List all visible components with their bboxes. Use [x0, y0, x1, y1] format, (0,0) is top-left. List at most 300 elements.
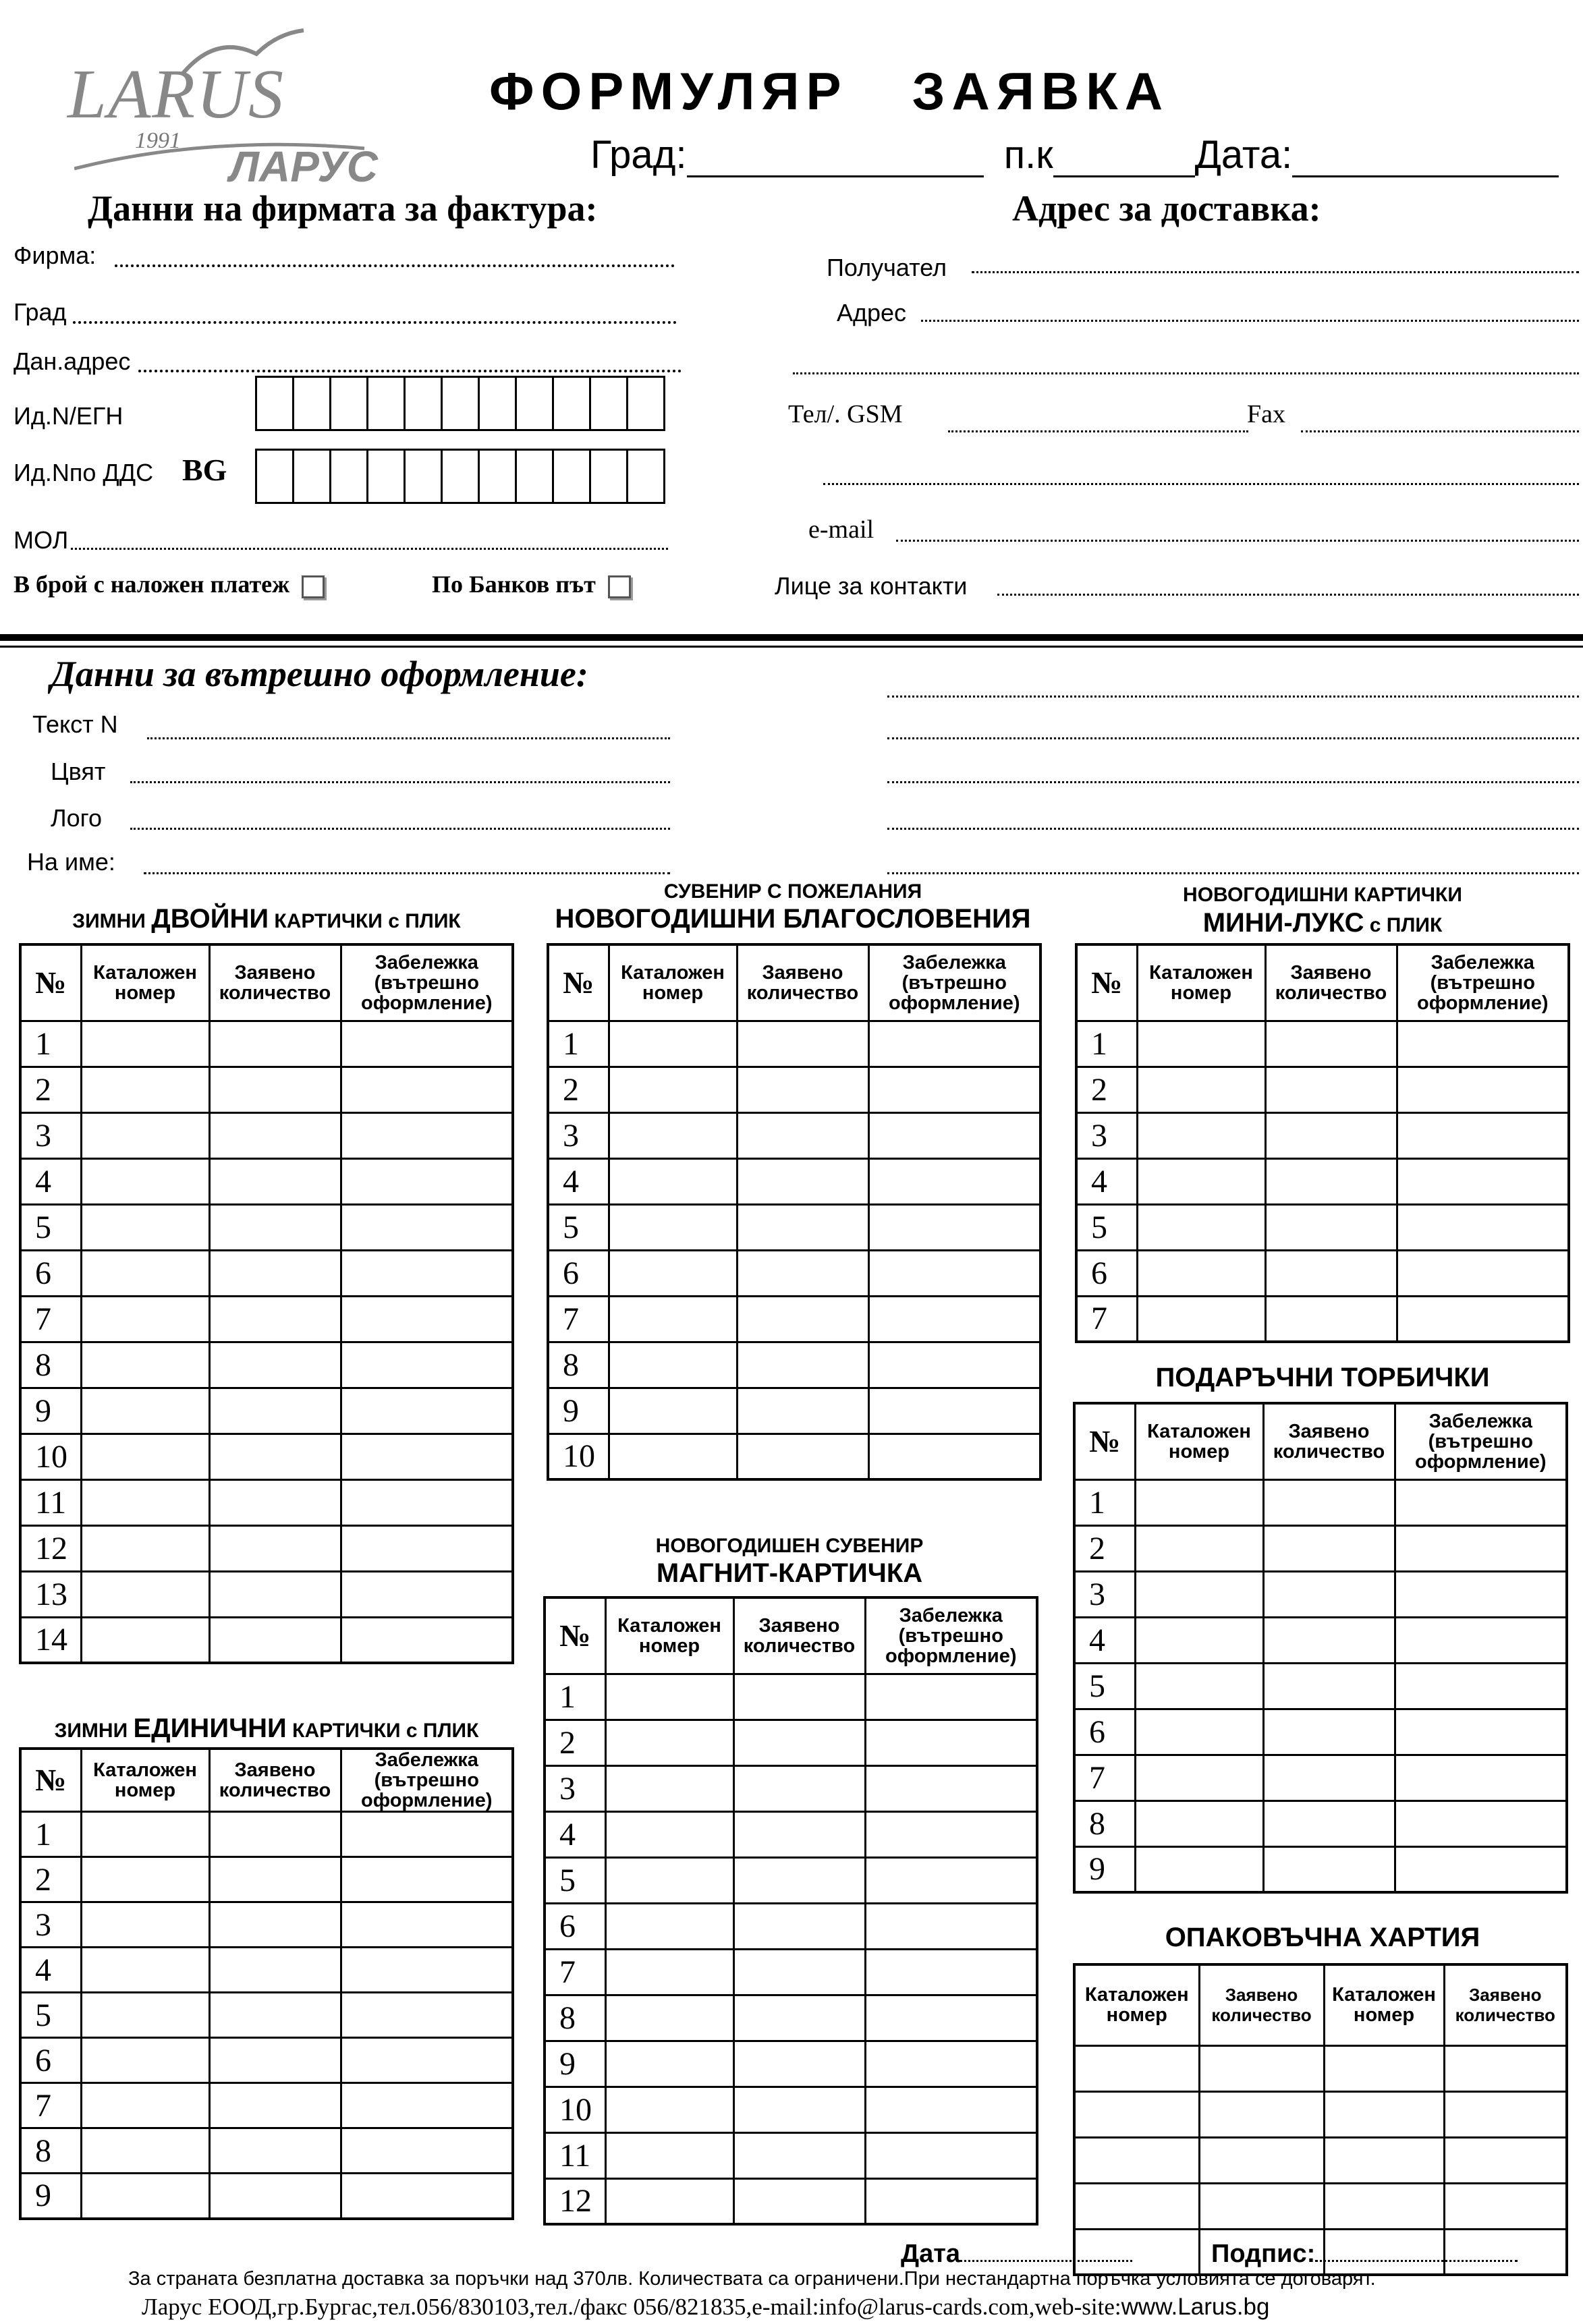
qty-cell[interactable]: [733, 1949, 865, 1995]
note-cell[interactable]: [341, 1021, 513, 1067]
note-cell[interactable]: [865, 2041, 1037, 2087]
bank-option[interactable]: [432, 570, 631, 598]
catalog-cell[interactable]: [1135, 1617, 1263, 1663]
row-number: 12: [20, 1525, 81, 1571]
qty-cell[interactable]: [737, 1250, 868, 1296]
table-row: [20, 1902, 513, 1948]
footer-date-field[interactable]: [960, 2241, 1132, 2262]
qty-cell[interactable]: [209, 1434, 341, 1479]
catalog-cell[interactable]: [609, 1112, 737, 1158]
catalog-cell[interactable]: [1135, 1525, 1263, 1571]
contact-field[interactable]: [997, 594, 1579, 596]
table-row: [1074, 1755, 1567, 1801]
col-catalog: Каталожен номер: [1137, 944, 1265, 1021]
fax-label: Fax: [1247, 400, 1285, 428]
catalog-cell[interactable]: [81, 1434, 209, 1479]
catalog-cell[interactable]: [1324, 2137, 1444, 2183]
qty-cell[interactable]: [1263, 1525, 1395, 1571]
qty-cell[interactable]: [737, 1021, 868, 1067]
catalog-cell[interactable]: [81, 1204, 209, 1250]
footer-website-link[interactable]: www.Larus.bg: [1121, 2294, 1270, 2320]
name-field[interactable]: [144, 872, 670, 874]
note-cell[interactable]: [1395, 1479, 1567, 1525]
catalog-cell[interactable]: [605, 1811, 733, 1857]
note-cell[interactable]: [868, 1021, 1040, 1067]
qty-cell[interactable]: [1263, 1755, 1395, 1801]
qty-cell[interactable]: [209, 1067, 341, 1112]
note-cell[interactable]: [341, 1571, 513, 1617]
catalog-cell[interactable]: [605, 1765, 733, 1811]
catalog-cell[interactable]: [81, 1857, 209, 1902]
internal-notes-1[interactable]: [887, 696, 1579, 698]
table-row: [1074, 2137, 1567, 2183]
note-cell[interactable]: [341, 1388, 513, 1434]
qty-cell[interactable]: [733, 2178, 865, 2224]
qty-cell[interactable]: [737, 1342, 868, 1388]
note-cell[interactable]: [868, 1434, 1040, 1479]
qty-cell[interactable]: [209, 1021, 341, 1067]
catalog-cell[interactable]: [605, 1949, 733, 1995]
catalog-cell[interactable]: [81, 1479, 209, 1525]
color-field[interactable]: [130, 781, 670, 783]
note-cell[interactable]: [865, 2087, 1037, 2132]
firm-label: Фирма:: [13, 242, 96, 269]
col-note: Забележка (вътрешно оформление): [341, 944, 513, 1021]
qty-cell[interactable]: [737, 1434, 868, 1479]
text-field[interactable]: [147, 737, 670, 739]
delivery-address-field[interactable]: [921, 320, 1579, 322]
note-cell[interactable]: [1395, 1709, 1567, 1755]
col-note: Забележка (вътрешно оформление): [865, 1597, 1037, 1674]
catalog-cell[interactable]: [81, 1525, 209, 1571]
qty-cell[interactable]: [209, 1812, 341, 1857]
catalog-cell[interactable]: [1074, 2091, 1199, 2137]
qty-cell[interactable]: [1199, 2183, 1324, 2229]
note-cell[interactable]: [865, 1949, 1037, 1995]
note-cell[interactable]: [341, 1479, 513, 1525]
double-cards-title-post: КАРТИЧКИ с ПЛИК: [269, 910, 461, 932]
catalog-cell[interactable]: [1137, 1296, 1265, 1342]
qty-cell[interactable]: [209, 1571, 341, 1617]
recipient-field[interactable]: [972, 271, 1579, 273]
qty-cell[interactable]: [733, 1720, 865, 1765]
catalog-cell[interactable]: [605, 1857, 733, 1903]
note-cell[interactable]: [341, 1158, 513, 1204]
form-title: ФОРМУЛЯР ЗАЯВКА: [489, 61, 1170, 121]
catalog-cell[interactable]: [81, 1296, 209, 1342]
note-cell[interactable]: [341, 1902, 513, 1948]
qty-cell[interactable]: [209, 1479, 341, 1525]
catalog-cell[interactable]: [605, 1674, 733, 1720]
note-cell[interactable]: [1397, 1021, 1569, 1067]
note-cell[interactable]: [865, 1765, 1037, 1811]
tax-address-field[interactable]: [138, 370, 682, 372]
note-cell[interactable]: [1397, 1250, 1569, 1296]
note-cell[interactable]: [865, 1674, 1037, 1720]
qty-cell[interactable]: [737, 1388, 868, 1434]
catalog-cell[interactable]: [81, 1812, 209, 1857]
catalog-cell[interactable]: [81, 2083, 209, 2128]
note-cell[interactable]: [1395, 1663, 1567, 1709]
single-cards-title-big: ЕДИНИЧНИ: [133, 1713, 287, 1743]
qty-cell[interactable]: [1263, 1479, 1395, 1525]
qty-cell[interactable]: [733, 1811, 865, 1857]
catalog-cell[interactable]: [605, 2178, 733, 2224]
note-cell[interactable]: [865, 2132, 1037, 2178]
catalog-cell[interactable]: [605, 1720, 733, 1765]
row-number: 6: [20, 1250, 81, 1296]
qty-cell[interactable]: [1263, 1663, 1395, 1709]
catalog-cell[interactable]: [609, 1296, 737, 1342]
table-row: [1076, 1158, 1569, 1204]
qty-cell[interactable]: [1265, 1250, 1397, 1296]
note-cell[interactable]: [868, 1388, 1040, 1434]
note-cell[interactable]: [1397, 1112, 1569, 1158]
qty-cell[interactable]: [1263, 1571, 1395, 1617]
qty-cell[interactable]: [1265, 1021, 1397, 1067]
catalog-cell[interactable]: [605, 2132, 733, 2178]
catalog-cell[interactable]: [81, 2038, 209, 2083]
mol-field[interactable]: [71, 548, 668, 550]
catalog-cell[interactable]: [81, 1250, 209, 1296]
catalog-cell[interactable]: [1324, 2183, 1444, 2229]
catalog-cell[interactable]: [81, 1112, 209, 1158]
company-city-field[interactable]: [73, 321, 677, 324]
note-cell[interactable]: [865, 1903, 1037, 1949]
note-cell[interactable]: [341, 1857, 513, 1902]
catalog-cell[interactable]: [609, 1067, 737, 1112]
catalog-cell[interactable]: [609, 1434, 737, 1479]
catalog-cell[interactable]: [609, 1021, 737, 1067]
blessings-rows: [548, 1021, 1040, 1479]
qty-cell[interactable]: [1265, 1067, 1397, 1112]
catalog-cell[interactable]: [1135, 1663, 1263, 1709]
footer-sign-field[interactable]: [1315, 2241, 1518, 2262]
catalog-cell[interactable]: [81, 2128, 209, 2174]
qty-cell[interactable]: [733, 1903, 865, 1949]
catalog-cell[interactable]: [605, 1903, 733, 1949]
catalog-cell[interactable]: [81, 1617, 209, 1663]
qty-cell[interactable]: [1263, 1617, 1395, 1663]
qty-cell[interactable]: [733, 1765, 865, 1811]
col-qty-2: Заявено количество: [1444, 1964, 1567, 2045]
qty-cell[interactable]: [209, 2128, 341, 2174]
tax-address-label: Дан.адрес: [13, 347, 131, 375]
qty-cell[interactable]: [209, 1617, 341, 1663]
catalog-cell[interactable]: [81, 2174, 209, 2219]
catalog-cell[interactable]: [609, 1204, 737, 1250]
catalog-cell[interactable]: [1324, 2045, 1444, 2091]
qty-cell[interactable]: [733, 1674, 865, 1720]
col-no: №: [20, 1749, 81, 1812]
delivery-address-label: Адрес: [837, 299, 907, 327]
col-qty: Заявено количество: [209, 1749, 341, 1812]
section-divider-thin: [0, 646, 1583, 648]
row-number: 8: [20, 2128, 81, 2174]
row-number: 2: [20, 1857, 81, 1902]
note-cell[interactable]: [1395, 1617, 1567, 1663]
qty-cell[interactable]: [737, 1296, 868, 1342]
id-boxes[interactable]: [255, 376, 665, 431]
logo-field[interactable]: [130, 828, 670, 830]
qty-cell[interactable]: [209, 1857, 341, 1902]
row-number: 14: [20, 1617, 81, 1663]
row-number: 3: [20, 1902, 81, 1948]
double-cards-title: [20, 904, 513, 934]
qty-cell[interactable]: [733, 2041, 865, 2087]
qty-cell[interactable]: [1444, 2045, 1567, 2091]
col-catalog: Каталожен номер: [81, 1749, 209, 1812]
row-number: 7: [1074, 1755, 1135, 1801]
catalog-cell[interactable]: [605, 1995, 733, 2041]
single-cards-title: [20, 1713, 513, 1744]
table-row: [1074, 1663, 1567, 1709]
qty-cell[interactable]: [209, 1525, 341, 1571]
row-number: 5: [20, 1204, 81, 1250]
note-cell[interactable]: [341, 1617, 513, 1663]
qty-cell[interactable]: [1265, 1112, 1397, 1158]
table-row: [20, 2174, 513, 2219]
qty-cell[interactable]: [209, 1342, 341, 1388]
postal-field[interactable]: [1053, 140, 1195, 177]
note-cell[interactable]: [865, 1811, 1037, 1857]
qty-cell[interactable]: [733, 2087, 865, 2132]
qty-cell[interactable]: [733, 1995, 865, 2041]
qty-cell[interactable]: [737, 1158, 868, 1204]
catalog-cell[interactable]: [605, 2041, 733, 2087]
table-row: [20, 1434, 513, 1479]
date-label: Дата:: [1194, 133, 1293, 177]
table-row: [20, 1617, 513, 1663]
catalog-cell[interactable]: [1135, 1755, 1263, 1801]
note-cell[interactable]: [341, 2174, 513, 2219]
col-qty: Заявено количество: [1263, 1403, 1395, 1479]
col-no: №: [545, 1597, 605, 1674]
qty-cell[interactable]: [733, 2132, 865, 2178]
note-cell[interactable]: [865, 1857, 1037, 1903]
table-row: [1074, 1846, 1567, 1892]
mini-lux-title-post: с ПЛИК: [1364, 914, 1443, 936]
delivery-heading: Адрес за доставка:: [1012, 188, 1321, 229]
row-number: 2: [1076, 1067, 1137, 1112]
note-cell[interactable]: [341, 2038, 513, 2083]
qty-cell[interactable]: [1265, 1296, 1397, 1342]
catalog-cell[interactable]: [1135, 1709, 1263, 1755]
table-row: [20, 1993, 513, 2038]
qty-cell[interactable]: [209, 1112, 341, 1158]
catalog-cell[interactable]: [1135, 1846, 1263, 1892]
note-cell[interactable]: [865, 1720, 1037, 1765]
note-cell[interactable]: [865, 2178, 1037, 2224]
catalog-cell[interactable]: [81, 1902, 209, 1948]
table-row: [1074, 2091, 1567, 2137]
cash-checkbox[interactable]: [302, 575, 325, 598]
note-cell[interactable]: [868, 1204, 1040, 1250]
qty-cell[interactable]: [1199, 2091, 1324, 2137]
catalog-cell[interactable]: [81, 1571, 209, 1617]
catalog-cell[interactable]: [81, 1158, 209, 1204]
catalog-cell[interactable]: [1074, 2045, 1199, 2091]
qty-cell[interactable]: [737, 1204, 868, 1250]
row-number: 9: [1074, 1846, 1135, 1892]
note-cell[interactable]: [868, 1067, 1040, 1112]
note-cell[interactable]: [1397, 1296, 1569, 1342]
vat-boxes[interactable]: [255, 449, 665, 504]
catalog-cell[interactable]: [1137, 1250, 1265, 1296]
note-cell[interactable]: [341, 1204, 513, 1250]
bank-label: По Банков път: [432, 571, 596, 598]
magnet-title: МАГНИТ-КАРТИЧКА: [656, 1558, 923, 1588]
catalog-cell[interactable]: [81, 1067, 209, 1112]
catalog-cell[interactable]: [1137, 1112, 1265, 1158]
qty-cell[interactable]: [733, 1857, 865, 1903]
row-number: 6: [20, 2038, 81, 2083]
note-cell[interactable]: [1397, 1204, 1569, 1250]
catalog-cell[interactable]: [1135, 1801, 1263, 1846]
qty-cell[interactable]: [1199, 2137, 1324, 2183]
qty-cell[interactable]: [737, 1067, 868, 1112]
note-cell[interactable]: [1395, 1525, 1567, 1571]
catalog-cell[interactable]: [81, 1948, 209, 1993]
delivery-extra-field[interactable]: [823, 483, 1579, 485]
catalog-cell[interactable]: [1137, 1204, 1265, 1250]
note-cell[interactable]: [1395, 1755, 1567, 1801]
catalog-cell[interactable]: [609, 1250, 737, 1296]
table-row: [545, 2041, 1037, 2087]
qty-cell[interactable]: [209, 1948, 341, 1993]
note-cell[interactable]: [341, 1812, 513, 1857]
catalog-cell[interactable]: [1324, 2091, 1444, 2137]
qty-cell[interactable]: [1265, 1158, 1397, 1204]
table-row: [1076, 1067, 1569, 1112]
qty-cell[interactable]: [209, 1296, 341, 1342]
table-row: [1076, 1204, 1569, 1250]
fax-field[interactable]: [1301, 430, 1579, 432]
mini-lux-subtitle: НОВОГОДИШНИ КАРТИЧКИ: [1183, 884, 1462, 906]
catalog-cell[interactable]: [1137, 1067, 1265, 1112]
catalog-cell[interactable]: [1135, 1479, 1263, 1525]
internal-heading: Данни за вътрешно оформление:: [51, 654, 588, 694]
catalog-cell[interactable]: [609, 1388, 737, 1434]
table-row: [548, 1388, 1040, 1434]
catalog-cell[interactable]: [1137, 1158, 1265, 1204]
qty-cell[interactable]: [1444, 2137, 1567, 2183]
qty-cell[interactable]: [209, 2174, 341, 2219]
note-cell[interactable]: [868, 1250, 1040, 1296]
catalog-cell[interactable]: [1135, 1571, 1263, 1617]
email-field[interactable]: [896, 540, 1579, 542]
catalog-cell[interactable]: [81, 1993, 209, 2038]
note-cell[interactable]: [341, 1993, 513, 2038]
qty-cell[interactable]: [1263, 1846, 1395, 1892]
note-cell[interactable]: [341, 1112, 513, 1158]
note-cell[interactable]: [341, 1342, 513, 1388]
row-number: 6: [1076, 1250, 1137, 1296]
note-cell[interactable]: [868, 1296, 1040, 1342]
table-row: [1074, 2183, 1567, 2229]
note-cell[interactable]: [1395, 1801, 1567, 1846]
internal-notes-5[interactable]: [887, 872, 1579, 874]
table-row: [1076, 1021, 1569, 1067]
internal-notes-2[interactable]: [887, 737, 1579, 739]
note-cell[interactable]: [1395, 1571, 1567, 1617]
color-label: Цвят: [51, 758, 106, 785]
row-number: 1: [545, 1674, 605, 1720]
qty-cell[interactable]: [209, 1204, 341, 1250]
note-cell[interactable]: [341, 1948, 513, 1993]
qty-cell[interactable]: [209, 1993, 341, 2038]
catalog-cell[interactable]: [609, 1158, 737, 1204]
note-cell[interactable]: [341, 1296, 513, 1342]
note-cell[interactable]: [865, 1995, 1037, 2041]
qty-cell[interactable]: [209, 1250, 341, 1296]
table-row: [1074, 1617, 1567, 1663]
date-field[interactable]: [1292, 140, 1559, 177]
catalog-cell[interactable]: [1074, 2183, 1199, 2229]
city-field[interactable]: [687, 140, 984, 177]
qty-cell[interactable]: [209, 2083, 341, 2128]
qty-cell[interactable]: [1263, 1801, 1395, 1846]
qty-cell[interactable]: [1199, 2045, 1324, 2091]
qty-cell[interactable]: [209, 1388, 341, 1434]
qty-cell[interactable]: [1265, 1204, 1397, 1250]
table-row: [548, 1250, 1040, 1296]
catalog-cell[interactable]: [81, 1021, 209, 1067]
note-cell[interactable]: [341, 1250, 513, 1296]
footer-company-line: Ларус ЕООД,гр.Бургас,тел.056/830103,тел./факс 056/821835,e-mail:info@larus-cards.com,web-site:: [142, 2294, 1121, 2320]
note-cell[interactable]: [1395, 1846, 1567, 1892]
catalog-cell[interactable]: [1074, 2137, 1199, 2183]
catalog-cell[interactable]: [609, 1342, 737, 1388]
cash-option[interactable]: [13, 570, 325, 598]
catalog-cell[interactable]: [605, 2087, 733, 2132]
catalog-cell[interactable]: [1137, 1021, 1265, 1067]
note-cell[interactable]: [341, 2083, 513, 2128]
note-cell[interactable]: [1397, 1158, 1569, 1204]
footer-date-label: Дата: [901, 2240, 960, 2268]
mini-lux-title-big: МИНИ-ЛУКС: [1202, 908, 1364, 938]
company-heading: Данни на фирмата за фактура:: [88, 188, 598, 229]
qty-cell[interactable]: [1263, 1709, 1395, 1755]
table-row: [1074, 1801, 1567, 1846]
col-catalog: Каталожен номер: [81, 944, 209, 1021]
delivery-address-field-2[interactable]: [793, 372, 1579, 374]
internal-notes-3[interactable]: [887, 781, 1579, 783]
table-row: [20, 1021, 513, 1067]
note-cell[interactable]: [341, 2128, 513, 2174]
firm-field[interactable]: [115, 264, 675, 267]
catalog-cell[interactable]: [81, 1388, 209, 1434]
note-cell[interactable]: [1397, 1067, 1569, 1112]
internal-notes-4[interactable]: [887, 828, 1579, 830]
qty-cell[interactable]: [209, 2038, 341, 2083]
note-cell[interactable]: [868, 1158, 1040, 1204]
qty-cell[interactable]: [1444, 2183, 1567, 2229]
table-row: [548, 1342, 1040, 1388]
phone-field[interactable]: [948, 430, 1248, 432]
catalog-cell[interactable]: [81, 1342, 209, 1388]
note-cell[interactable]: [341, 1525, 513, 1571]
qty-cell[interactable]: [209, 1158, 341, 1204]
note-cell[interactable]: [868, 1342, 1040, 1388]
note-cell[interactable]: [341, 1067, 513, 1112]
bank-checkbox[interactable]: [608, 575, 631, 598]
qty-cell[interactable]: [209, 1902, 341, 1948]
note-cell[interactable]: [341, 1434, 513, 1479]
qty-cell[interactable]: [737, 1112, 868, 1158]
note-cell[interactable]: [868, 1112, 1040, 1158]
qty-cell[interactable]: [1444, 2091, 1567, 2137]
